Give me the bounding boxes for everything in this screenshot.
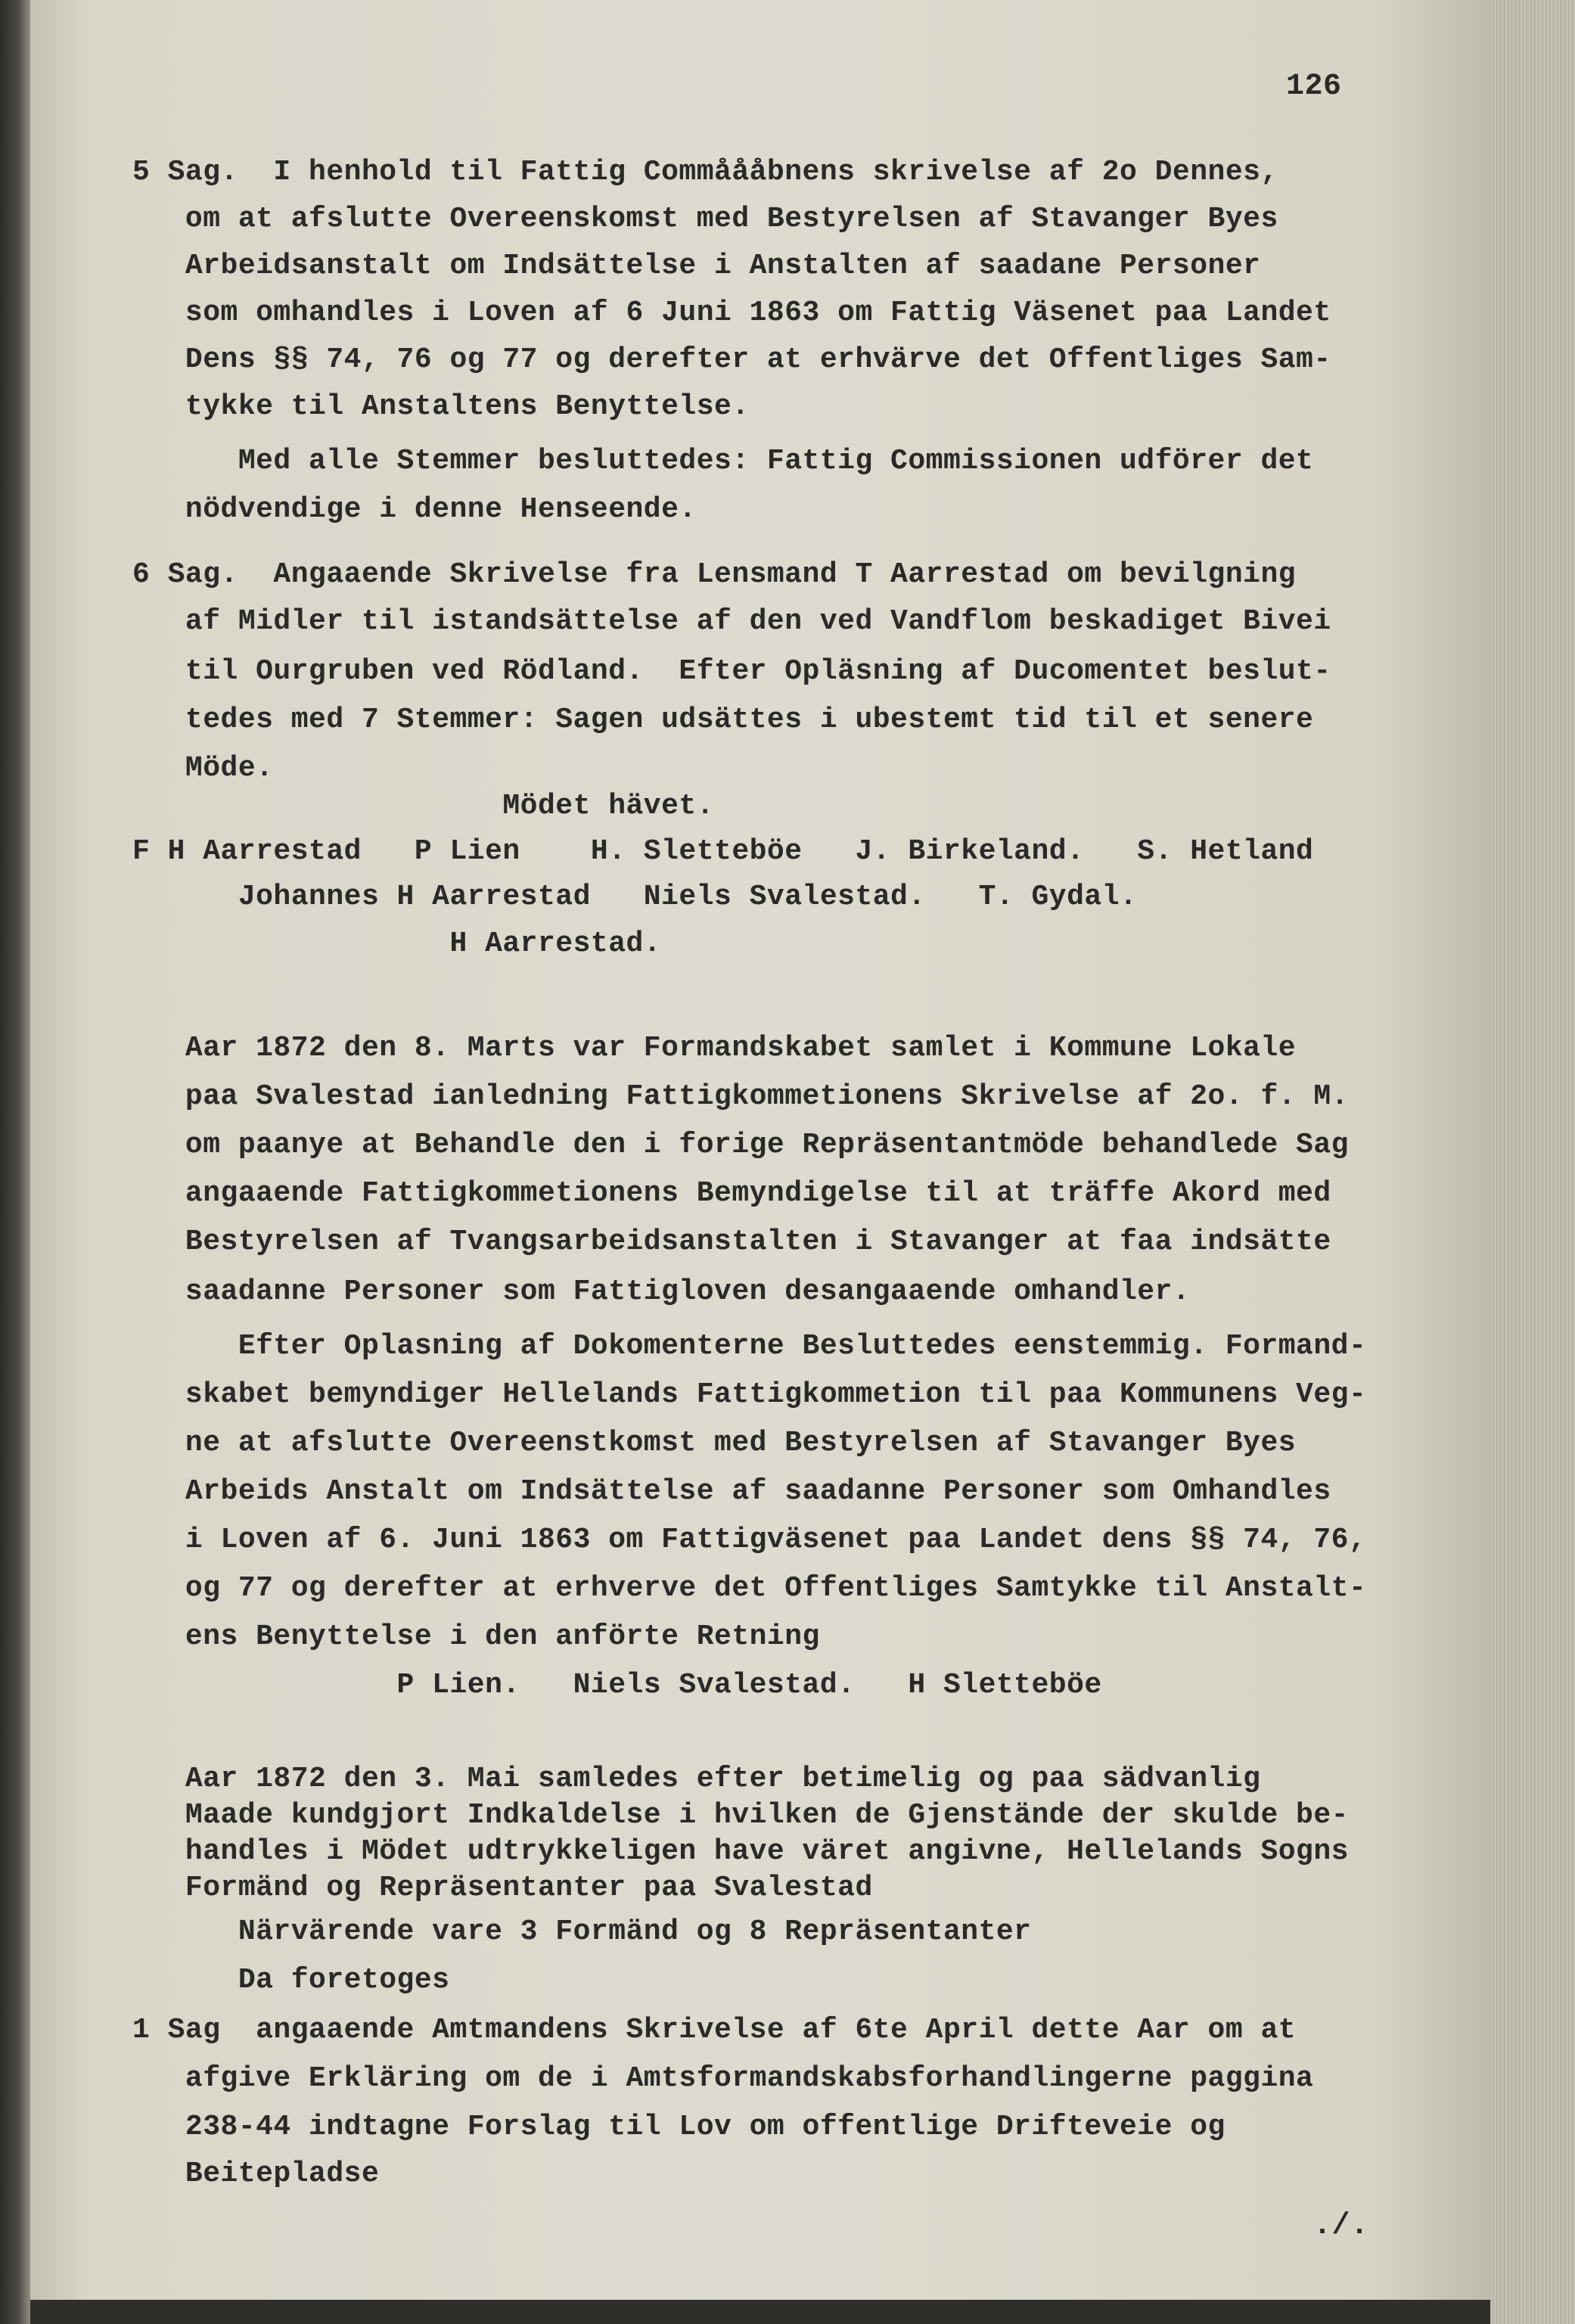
text-line: Bestyrelsen af Tvangsarbeidsanstalten i Stavanger at faa indsätte [132,1226,1331,1258]
continuation-mark: ./. [1313,2209,1369,2243]
text-line: afgive Erkläring om de i Amtsformandskabsforhandlingerne paggina [132,2062,1314,2095]
text-line: Närvärende vare 3 Formänd og 8 Repräsentanter [132,1915,1032,1948]
text-line: Efter Oplasning af Dokomenterne Besluttedes eenstemmig. Formand- [132,1330,1367,1362]
text-line: Aar 1872 den 8. Marts var Formandskabet samlet i Kommune Lokale [132,1032,1297,1064]
book-gutter [0,0,30,2324]
text-line: tykke til Anstaltens Benyttelse. [132,390,750,423]
text-line: Möde. [132,752,274,785]
text-line: Beitepladse [132,2158,380,2190]
text-line: Arbeidsanstalt om Indsättelse i Anstalten af saadane Personer [132,250,1261,282]
text-line: ne at afslutte Overeenstkomst med Bestyrelsen af Stavanger Byes [132,1427,1297,1459]
text-line: 6 Sag. Angaaende Skrivelse fra Lensmand T Aarrestad om bevilgning [132,558,1297,591]
text-line: om at afslutte Overeenskomst med Bestyrelsen af Stavanger Byes [132,203,1278,235]
text-line: af Midler til istandsättelse af den ved Vandflom beskadiget Bivei [132,605,1331,638]
signature-line: Johannes H Aarrestad Niels Svalestad. T. Gydal. [132,881,1138,913]
page-shadow [30,2300,1490,2324]
text-line: paa Svalestad ianledning Fattigkommetionens Skrivelse af 2o. f. M. [132,1080,1349,1113]
text-line: handles i Mödet udtrykkeligen have väret angivne, Hellelands Sogns [132,1835,1349,1868]
text-line: om paanye at Behandle den i forige Repräsentantmöde behandlede Sag [132,1129,1349,1161]
text-line: Mödet hävet. [132,790,715,822]
page-edges [1490,0,1575,2324]
page-number: 126 [1286,70,1342,104]
text-line: Dens §§ 74, 76 og 77 og derefter at erhvärve det Offentliges Sam- [132,343,1331,376]
text-line: Med alle Stemmer besluttedes: Fattig Commissionen udförer det [132,445,1314,477]
text-line: Da foretoges [132,1964,450,1996]
text-line: Arbeids Anstalt om Indsättelse af saadanne Personer som Omhandles [132,1475,1331,1508]
signature-line: P Lien. Niels Svalestad. H Sletteböe [132,1669,1102,1701]
text-line: og 77 og derefter at erhverve det Offentliges Samtykke til Anstalt- [132,1572,1367,1605]
text-line: 5 Sag. I henhold til Fattig Commåååbnens skrivelse af 2o Dennes, [132,156,1278,188]
signature-line: F H Aarrestad P Lien H. Sletteböe J. Birkeland. S. Hetland [132,835,1314,868]
text-line: tedes med 7 Stemmer: Sagen udsättes i ubestemt tid til et senere [132,704,1314,736]
text-line: til Ourgruben ved Rödland. Efter Opläsning af Ducomentet beslut- [132,655,1331,688]
text-line: 1 Sag angaaende Amtmandens Skrivelse af 6te April dette Aar om at [132,2014,1297,2046]
text-line: saadanne Personer som Fattigloven desangaaende omhandler. [132,1275,1191,1308]
text-line: 238-44 indtagne Forslag til Lov om offentlige Drifteveie og [132,2111,1226,2143]
signature-line: H Aarrestad. [132,927,662,960]
text-line: Aar 1872 den 3. Mai samledes efter betimelig og paa sädvanlig [132,1763,1261,1795]
text-line: Maade kundgjort Indkaldelse i hvilken de Gjenstände der skulde be- [132,1799,1349,1832]
text-line: Formänd og Repräsentanter paa Svalestad [132,1872,873,1904]
text-line: nödvendige i denne Henseende. [132,493,697,526]
text-line: skabet bemyndiger Hellelands Fattigkommetion til paa Kommunens Veg- [132,1378,1367,1411]
text-line: ens Benyttelse i den anförte Retning [132,1620,820,1653]
text-line: angaaende Fattigkommetionens Bemyndigelse til at träffe Akord med [132,1177,1331,1210]
text-line: som omhandles i Loven af 6 Juni 1863 om Fattig Väsenet paa Landet [132,297,1331,329]
text-line: i Loven af 6. Juni 1863 om Fattigväsenet paa Landet dens §§ 74, 76, [132,1524,1367,1556]
